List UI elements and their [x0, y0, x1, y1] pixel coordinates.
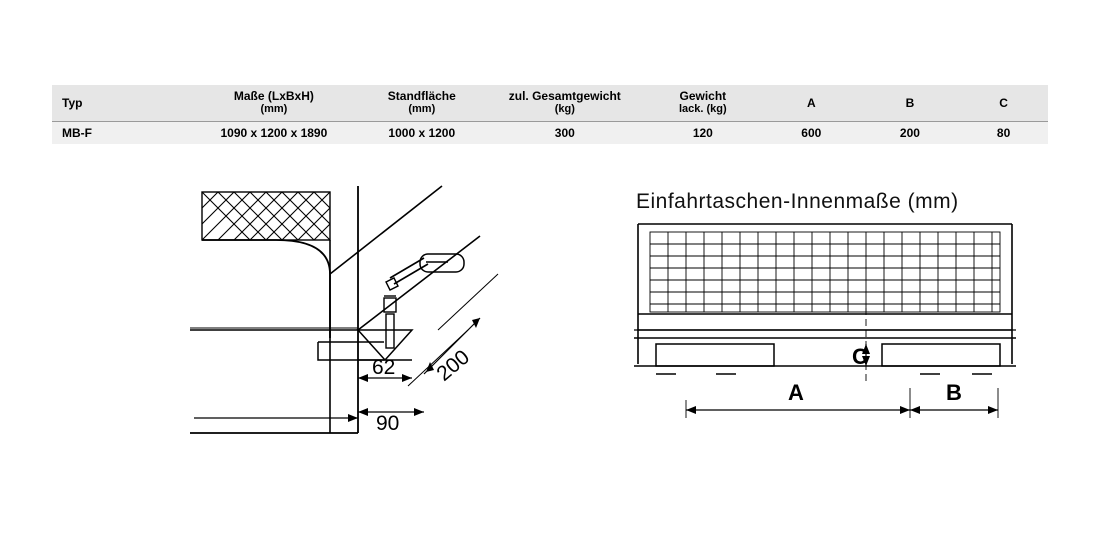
- table-row: [52, 122, 1048, 145]
- drawing-caption: Einfahrtaschen-Innenmaße (mm): [636, 190, 959, 213]
- column-header-typ-label: Typ: [62, 95, 83, 110]
- cell-b: 200: [899, 125, 920, 140]
- cell-gewicht: 120: [692, 125, 713, 140]
- column-header-c: [959, 85, 1048, 122]
- dimension-label-a: A: [788, 380, 804, 405]
- column-header-c-label: C: [999, 95, 1008, 110]
- table-header-row: [52, 85, 1048, 122]
- table-body: [52, 122, 1048, 145]
- column-header-typ: [52, 85, 190, 122]
- column-header-standflaeche-label: Standfläche: [387, 89, 456, 103]
- column-header-masse: [190, 85, 358, 122]
- cell-c: 80: [996, 125, 1011, 140]
- spec-table-container: [52, 85, 1048, 144]
- dimension-200: 200: [432, 345, 475, 386]
- latch-hardware: [384, 254, 464, 348]
- fork-pocket-inner-dimensions-drawing: [620, 178, 1040, 448]
- column-header-a-label: A: [806, 95, 816, 110]
- fork-pocket-openings: [634, 344, 1016, 374]
- column-header-b: [861, 85, 960, 122]
- cell-gesamtgewicht: 300: [554, 125, 575, 140]
- fork-pocket-detail-drawing: [180, 178, 580, 468]
- cell-typ: MB-F: [62, 125, 92, 140]
- column-header-gesamtgewicht-sub: (kg): [554, 103, 575, 115]
- column-header-masse-sub: (mm): [260, 103, 288, 115]
- column-header-masse-label: Maße (LxBxH): [233, 89, 314, 103]
- mesh-panel: [650, 232, 1000, 312]
- technical-spec-table: [52, 85, 1048, 144]
- column-header-a: [762, 85, 861, 122]
- cell-standflaeche: 1000 x 1200: [388, 125, 456, 140]
- dimension-90: 90: [376, 412, 400, 435]
- cell-masse: 1090 x 1200 x 1890: [220, 125, 328, 140]
- column-header-b-label: B: [905, 95, 915, 110]
- dimension-label-b: B: [946, 380, 962, 405]
- table-header: [52, 85, 1048, 122]
- mesh-hatch-region: [202, 192, 330, 240]
- column-header-standflaeche: [358, 85, 486, 122]
- column-header-gewicht: [644, 85, 762, 122]
- column-header-gesamtgewicht-label: zul. Gesamtgewicht: [508, 89, 621, 103]
- dimension-label-c: C: [852, 344, 868, 369]
- column-header-gesamtgewicht: [486, 85, 644, 122]
- column-header-standflaeche-sub: (mm): [408, 103, 436, 115]
- cell-a: 600: [801, 125, 822, 140]
- column-header-gewicht-label: Gewicht: [679, 89, 727, 103]
- dimension-62: 62: [372, 356, 396, 379]
- column-header-gewicht-sub: lack. (kg): [678, 103, 727, 115]
